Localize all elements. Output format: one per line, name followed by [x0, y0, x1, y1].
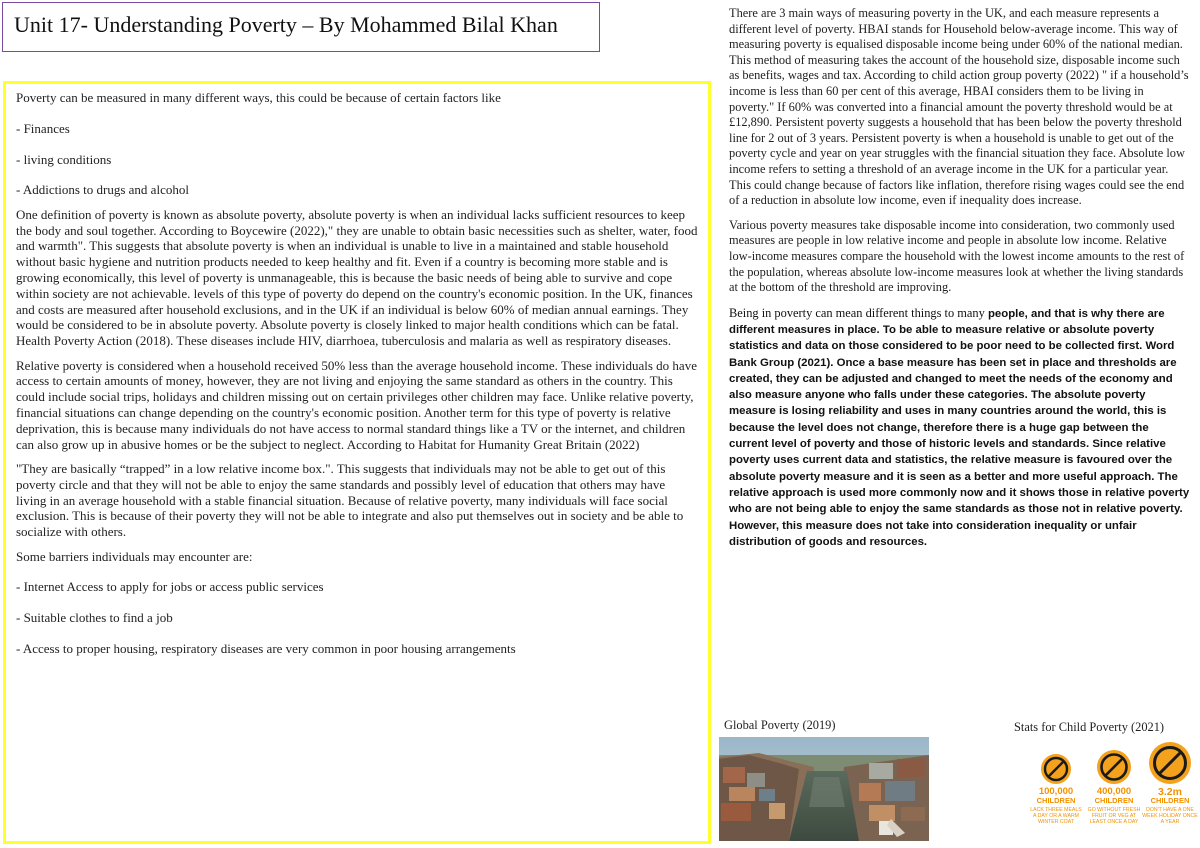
factor-item: - Finances [16, 120, 70, 136]
stat-label: CHILDREN [1150, 796, 1190, 805]
stat-number: 100,000 [1038, 786, 1074, 797]
being-lead-text: Being in poverty can mean different things to many [729, 305, 985, 320]
title-box [2, 2, 600, 52]
left-text-box [3, 81, 711, 844]
trapped-paragraph: "They are basically “trapped” in a low relative income box.". This suggests that individuals may not be able to get out of this poverty circle and that they will not be able to enjoy the same standards and possibly level of education that others may have living in an average household with a stable financial situation. Because of relative poverty, many individuals will face social exclusion. This is because of their poverty they will not be able to integrate and also put themselves out in society and be able to socialize with others. [16, 460, 684, 540]
right-text-column [729, 6, 1191, 559]
stat-label: CHILDREN [1036, 796, 1076, 805]
child-poverty-stats [1028, 742, 1198, 846]
barrier-item: - Internet Access to apply for jobs or access public services [16, 579, 324, 595]
slum-river-image [719, 737, 929, 841]
intro-paragraph: Poverty can be measured in many different ways, this could be because of certain factors like [16, 90, 501, 105]
stat-item [1028, 742, 1084, 826]
photo-caption: Global Poverty (2019) [724, 718, 836, 732]
measuring-paragraph: There are 3 main ways of measuring poverty in the UK, and each measure represents a different level of poverty. HBAI stands for Household below-average income. This way of measuring poverty is equalised disposable income being under 60% of the national median. This method of measuring takes the account of the household size, disposable income such as benefits, wages and tax. According to child action group poverty (2022) " if a household’s income is less than 60 per cent of this average, HBAI considers them to be living in poverty." If 60% was converted into a financial amount the poverty threshold would be at £12,890. Persistent poverty suggests a household that has been below the poverty threshold line for 2 out of 3 years. Persistent poverty is when a household is unable to get out of the poverty cycle and year on year struggles with the financial situation they face. Absolute low income refers to setting a threshold of an average income in the UK for a particular year. This could change because of factors like inflation, therefore rising wages could see the end of a reduction in absolute low income, even if inequality does increase. [729, 6, 1189, 208]
barrier-item: - Access to proper housing, respiratory diseases are very common in poor housing arrangements [16, 640, 516, 656]
stat-number: 400,000 [1096, 786, 1132, 797]
relative-poverty-paragraph: Relative poverty is considered when a household received 50% less than the average household income. These individuals do have access to certain amounts of money, however, they are not living and enjoying the same standard as others in the country. This could include social trips, holidays and children missing out on certain privileges other children may face. Unlike relative poverty, financial situations can change depending on the country's economic position. Another term for this type of poverty is relative deprivation, this is because many individuals do not have access to normal standard things like a TV or the internet, and children can also grow up in abusive homes or be the subject to neglect. According to Habitat for Humanity Great Britain (2022) [16, 357, 697, 452]
no-holiday-icon [1149, 742, 1191, 784]
being-in-poverty-paragraph [729, 305, 1191, 550]
factor-item: - Addictions to drugs and alcohol [16, 182, 189, 198]
stat-description: DON'T HAVE A ONE WEEK HOLIDAY ONCE A YEAR [1142, 807, 1198, 826]
various-measures-paragraph: Various poverty measures take disposable income into consideration, two commonly used measures are people in low relative income and people in absolute low income. Relative low-income measures compare the household with the lowest income amounts to the rest of the population, whereas absolute low-income measures look at whether the living standards at the bottom of the threshold are improving. [729, 217, 1185, 295]
no-fruit-icon [1097, 750, 1131, 784]
factor-item: - living conditions [16, 151, 112, 167]
absolute-poverty-paragraph: One definition of poverty is known as absolute poverty, absolute poverty is when an individual lacks sufficient resources to keep the body and soul together. According to Boycewire (2022)," they are unable to obtain basic necessities such as shelter, water, food and warmth". This suggests that absolute poverty is when an individual is unable to live in a maintained and stable household without basic hygiene and nutrition products needed to keep healthy and fit. Even if a country is becoming more stable and is growing economically, this level of poverty is unmanageable, this is because the basic needs of being able to survive and cope within society are not achievable. levels of this type of poverty do depend on the country's economic position. In the UK, finances and costs are measured after household exclusions, and in the UK if an individual is below 60% of median annual earnings. They would be considered to be in absolute poverty. Absolute poverty is closely linked to major health conditions which can be fatal. Health Poverty Action (2018). These diseases include HIV, diarrhoea, tuberculosis and malaria as well as respiratory diseases. [16, 206, 698, 349]
stat-item [1142, 742, 1198, 826]
stat-description: GO WITHOUT FRESH FRUIT OR VEG AT LEAST ONCE A DAY [1087, 807, 1141, 826]
stats-caption: Stats for Child Poverty (2021) [1014, 720, 1165, 734]
stat-item [1086, 742, 1142, 826]
page-title: Unit 17- Understanding Poverty – By Mohammed Bilal Khan [14, 12, 558, 37]
stat-number: 3.2m [1158, 786, 1182, 798]
being-bold-text: people, and that is why there are different measures in place. To be able to measure relative or absolute poverty statistics and data on those considered to be poor need to be collected first. Word Bank Group (2021). Once a base measure has been set in place and thresholds are created, they can be adjusted and changed to meet the needs of the economy and also measure anyone who falls under these categories. The absolute poverty measure is losing reliability and uses in many countries around the world, this is because the level does not change, therefore there is a huge gap between the current level of poverty and those of historic levels and standards. Since relative poverty uses current data and statistics, the relative measure is favoured over the absolute poverty measure and it is seen as a better and more useful approach. The relative approach is used more commonly now and it shows those in relative poverty who are not being able to enjoy the same standards as those not in relative poverty. However, this measure does not take into consideration inequality or unfair distribution of goods and resources. [729, 307, 1190, 548]
barriers-intro: Some barriers individuals may encounter are: [16, 548, 253, 564]
global-poverty-photo [719, 737, 929, 841]
barrier-item: - Suitable clothes to find a job [16, 610, 173, 626]
stat-description: LACK THREE MEALS A DAY OR A WARM WINTER COAT [1030, 807, 1082, 826]
no-food-icon [1041, 754, 1071, 784]
stat-label: CHILDREN [1094, 796, 1134, 805]
